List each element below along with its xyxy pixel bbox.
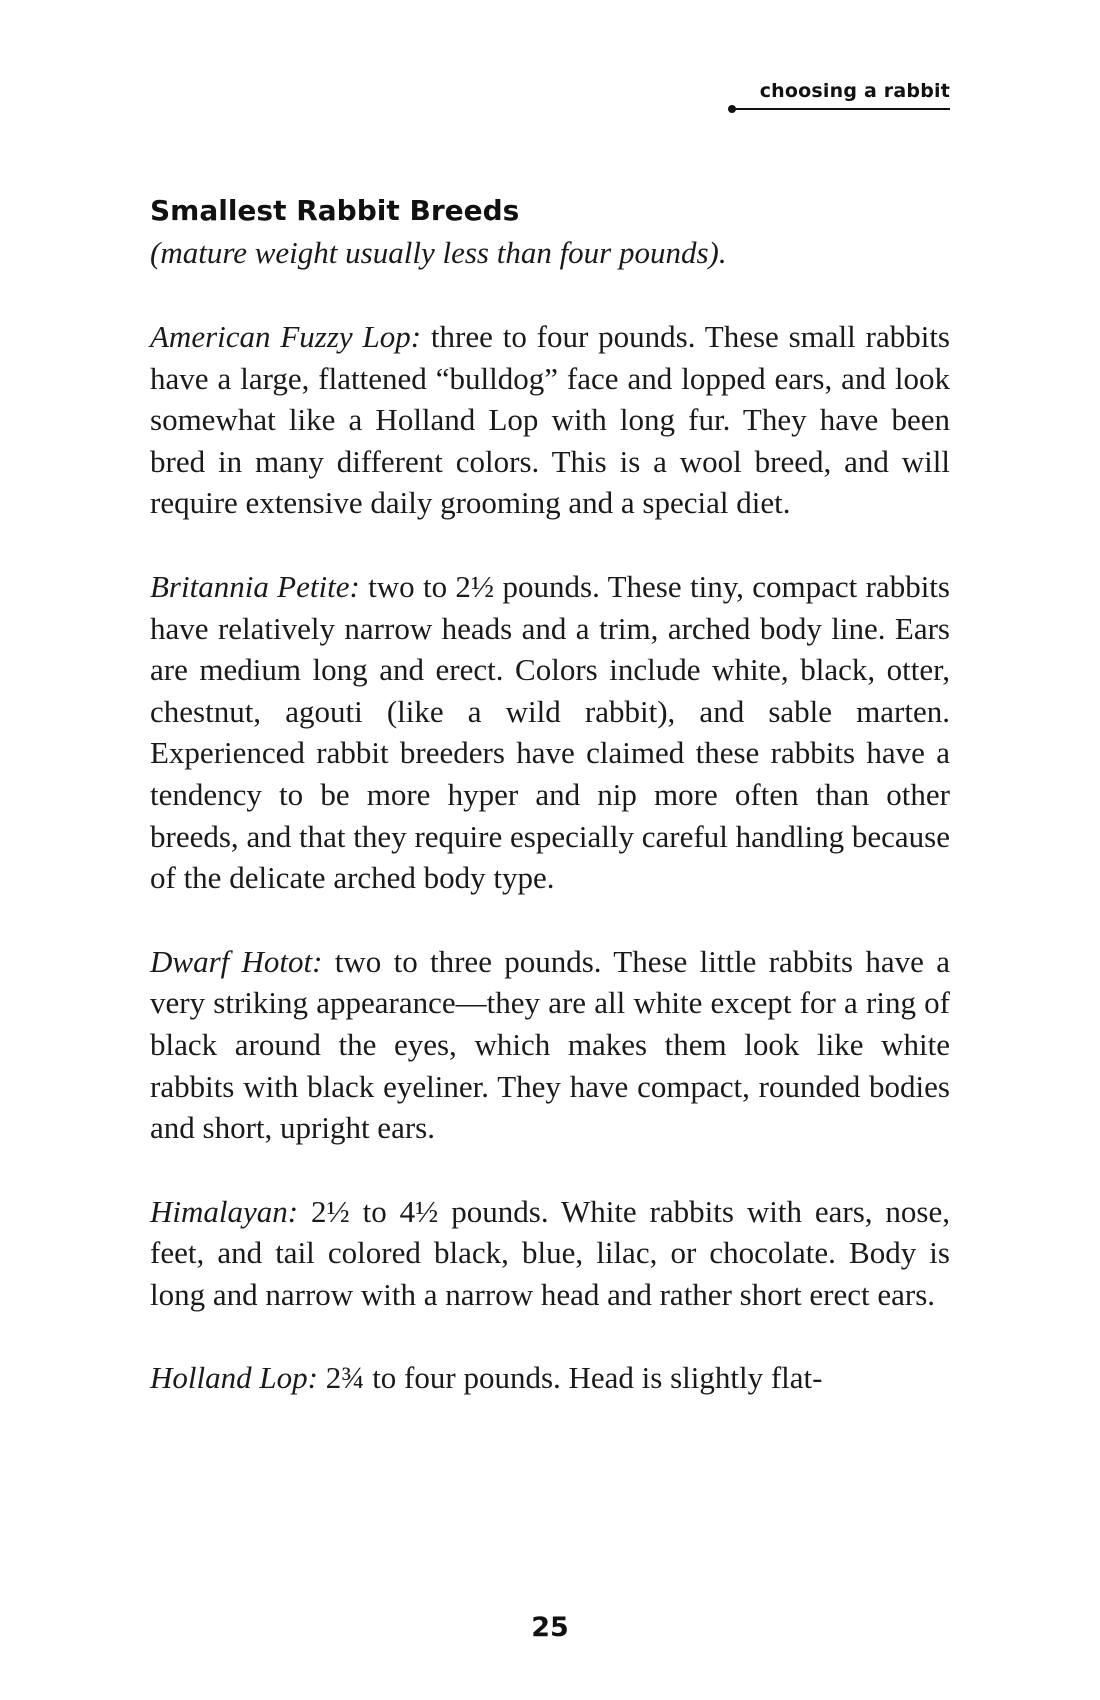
running-head-text: choosing a rabbit bbox=[759, 80, 950, 102]
breed-description: two to three pounds. These little rabbits have a very striking appearance—they are all white except for a ring of black around the eyes, which makes them look like white rabbits with black eyeliner. They have compact, rounded bodies and short, upright ears. bbox=[150, 943, 950, 1146]
breed-description: three to four pounds. These small rabbits have a large, flattened “bulldog” face and lopped ears, and look somewhat like a Holland Lop with long fur. They have been bred in many different colors. This is a wool breed, and will require extensive daily grooming and a special diet. bbox=[150, 319, 950, 521]
breed-entry-britannia-petite bbox=[150, 566, 950, 899]
breed-name: Britannia Petite: bbox=[150, 568, 360, 604]
breed-entry-american-fuzzy-lop bbox=[150, 316, 950, 524]
breed-name: Himalayan: bbox=[150, 1193, 299, 1229]
page-content bbox=[150, 190, 950, 1441]
section-title: Smallest Rabbit Breeds bbox=[150, 194, 520, 227]
bullet-dot-icon bbox=[728, 105, 736, 113]
breed-description: two to 2½ pounds. These tiny, compact rabbits have relatively narrow heads and a trim, arched body line. Ears are medium long and erect. Colors include white, black, otter, chestnut, agouti (like a wild rabbit), and sable marten. Experienced rabbit breeders have claimed these rabbits have a tendency to be more hyper and nip more often than other breeds, and that they require especially careful handling because of the delicate arched body type. bbox=[150, 568, 950, 896]
breed-name: American Fuzzy Lop: bbox=[150, 319, 422, 354]
running-head-rule bbox=[730, 108, 950, 110]
breed-entry-dwarf-hotot bbox=[150, 941, 950, 1149]
breed-description: 2½ to 4½ pounds. White rabbits with ears, nose, feet, and tail colored black, blue, lilac, or chocolate. Body is long and narrow with a narrow head and rather short erect ears. bbox=[150, 1193, 950, 1312]
breed-name: Holland Lop: bbox=[150, 1360, 318, 1396]
breed-entry-himalayan bbox=[150, 1191, 950, 1316]
breed-entry-holland-lop bbox=[150, 1357, 950, 1399]
breed-description: 2¾ to four pounds. Head is slightly flat- bbox=[317, 1360, 823, 1396]
section-subtitle: (mature weight usually less than four pounds). bbox=[150, 235, 727, 270]
breed-name: Dwarf Hotot: bbox=[150, 943, 323, 979]
page-number: 25 bbox=[531, 1612, 569, 1643]
running-head bbox=[730, 80, 950, 110]
